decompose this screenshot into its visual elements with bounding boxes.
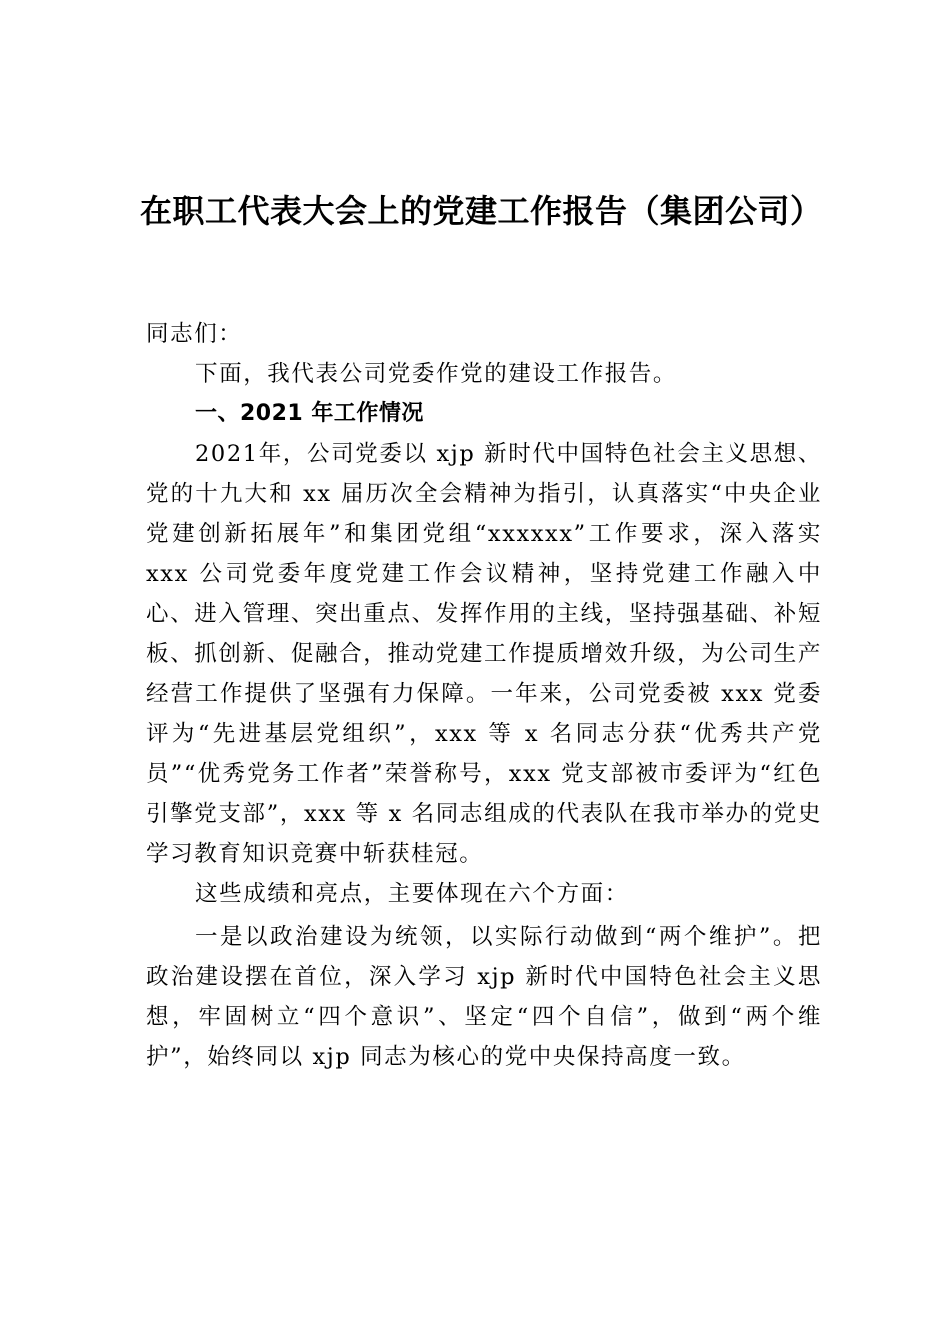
work-summary-paragraph: 2021年，公司党委以 xjp 新时代中国特色社会主义思想、党的十九大和 xx 届历次全会精神为指引，认真落实“中央企业党建创新拓展年”和集团党组“xxxxxx”工作要求，深入落实 xxx 公司党委年度党建工作会议精神，坚持党建工作融入中心、进入管理、突出重点、发挥作用的主线，坚持强基础、补短板、抓创新、促融合，推动党建工作提质增效升级，为公司生产经营工作提供了坚强有力保障。一年来，公司党委被 xxx 党委评为“先进基层党组织”，xxx 等 x 名同志分获“优秀共产党员”“优秀党务工作者”荣誉称号，xxx 党支部被市委评为“红色引擎党支部”，xxx 等 x 名同志组成的代表队在我市举办的党史学习教育知识竞赛中斩获桂冠。 [146,441,822,867]
document-body [146,314,822,1077]
section-heading: 一、2021 年工作情况 [195,401,424,426]
document-title: 在职工代表大会上的党建工作报告（集团公司） [140,192,823,230]
intro-paragraph: 下面，我代表公司党委作党的建设工作报告。 [195,361,678,387]
political-building-paragraph: 一是以政治建设为统领，以实际行动做到“两个维护”。把政治建设摆在首位，深入学习 xjp 新时代中国特色社会主义思想，牢固树立“四个意识”、坚定“四个自信”，做到“两个维护”，始终同以 xjp 同志为核心的党中央保持高度一致。 [146,924,822,1070]
achievements-intro-paragraph: 这些成绩和亮点，主要体现在六个方面： [195,881,629,907]
salutation: 同志们： [146,321,243,347]
